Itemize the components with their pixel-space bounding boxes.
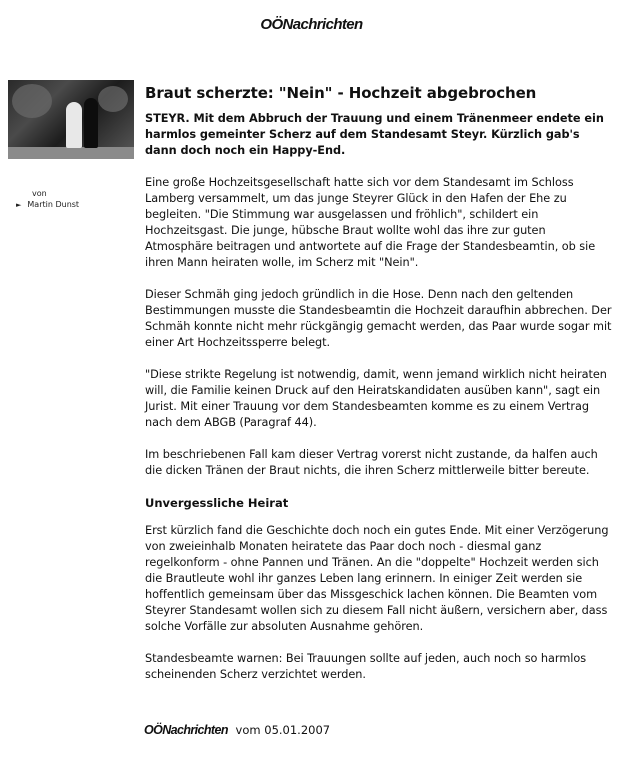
newspaper-logo: OÖNachrichten (260, 16, 363, 33)
byline-label: von (32, 189, 47, 198)
masthead (0, 14, 623, 33)
byline-author: Martin Dunst (27, 200, 80, 209)
photo-bride (66, 102, 82, 148)
byline (16, 188, 79, 211)
byline-author-row[interactable] (16, 199, 79, 211)
footer (144, 723, 330, 737)
photo-tree-right (98, 86, 128, 112)
article-paragraph-1: Eine große Hochzeitsgesellschaft hatte sich vor dem Standesamt im Schloss Lamberg versammelt, um das junge Steyrer Glück in den Hafen der Ehe zu begleiten. "Die Stimmung war ausgelassen und fröhlich", schildert ein Hochzeitsgast. Die junge, hübsche Braut wollte wohl das ihre zur guten Atmosphäre beitragen und antwortete auf die Frage der Standesbeamtin, ob sie ihren Mann heiraten wolle, im Scherz mit "Nein". (145, 176, 596, 269)
article-title: Braut scherzte: "Nein" - Hochzeit abgebrochen (145, 84, 537, 102)
photo-groom (84, 98, 98, 148)
article (145, 84, 615, 699)
article-subheading: Unvergessliche Heirat (145, 496, 289, 510)
footer-date: vom 05.01.2007 (235, 723, 331, 737)
article-paragraph-3: "Diese strikte Regelung ist notwendig, damit, wenn jemand wirklich nicht heiraten will, die Familie keinen Druck auf den Heiratskandidaten ausüben kann", sagt ein Jurist. Mit einer Trauung vor dem Standesbeamten komme es zu einem Vertrag nach dem ABGB (Paragraf 44). (145, 368, 607, 429)
arrow-right-icon: ► (16, 201, 22, 209)
footer-logo: OÖNachrichten (144, 723, 228, 737)
article-paragraph-5: Erst kürzlich fand die Geschichte doch noch ein gutes Ende. Mit einer Verzögerung von zweieinhalb Monaten heiratete das Paar doch noch - diesmal ganz regelkonform - ohne Pannen und Tränen. An die "doppelte" Hochzeit werden sich die Brautleute wohl ihr ganzes Leben lang erinnern. In einiger Zeit werden sie hoffentlich gemeinsam über das Missgeschick lachen können. Die Beamten vom Steyrer Standesamt wollen sich zu diesem Fall nicht äußern, versichern aber, dass solche Vorfälle zur absoluten Ausnahme gehören. (145, 524, 609, 633)
article-photo (8, 80, 134, 159)
article-paragraph-6: Standesbeamte warnen: Bei Trauungen sollte auf jeden, auch noch so harmlos scheinenden Scherz verzichtet werden. (145, 652, 587, 681)
article-paragraph-2: Dieser Schmäh ging jedoch gründlich in die Hose. Denn nach den geltenden Bestimmungen musste die Standesbeamtin die Hochzeit daraufhin abbrechen. Der Schmäh konnte nicht mehr rückgängig gemacht werden, das Paar wurde sogar mit einer Art Hochzeitssperre belegt. (145, 288, 612, 349)
article-paragraph-4: Im beschriebenen Fall kam dieser Vertrag vorerst nicht zustande, da halfen auch die dicken Tränen der Braut nichts, die ihren Scherz mittlerweile bitter bereute. (145, 448, 598, 477)
photo-ground (8, 147, 134, 159)
article-lead: STEYR. Mit dem Abbruch der Trauung und einem Tränenmeer endete ein harmlos gemeinter Scherz auf dem Standesamt Steyr. Kürzlich gab's dann doch noch ein Happy-End. (145, 112, 604, 157)
photo-tree-left (12, 84, 52, 118)
